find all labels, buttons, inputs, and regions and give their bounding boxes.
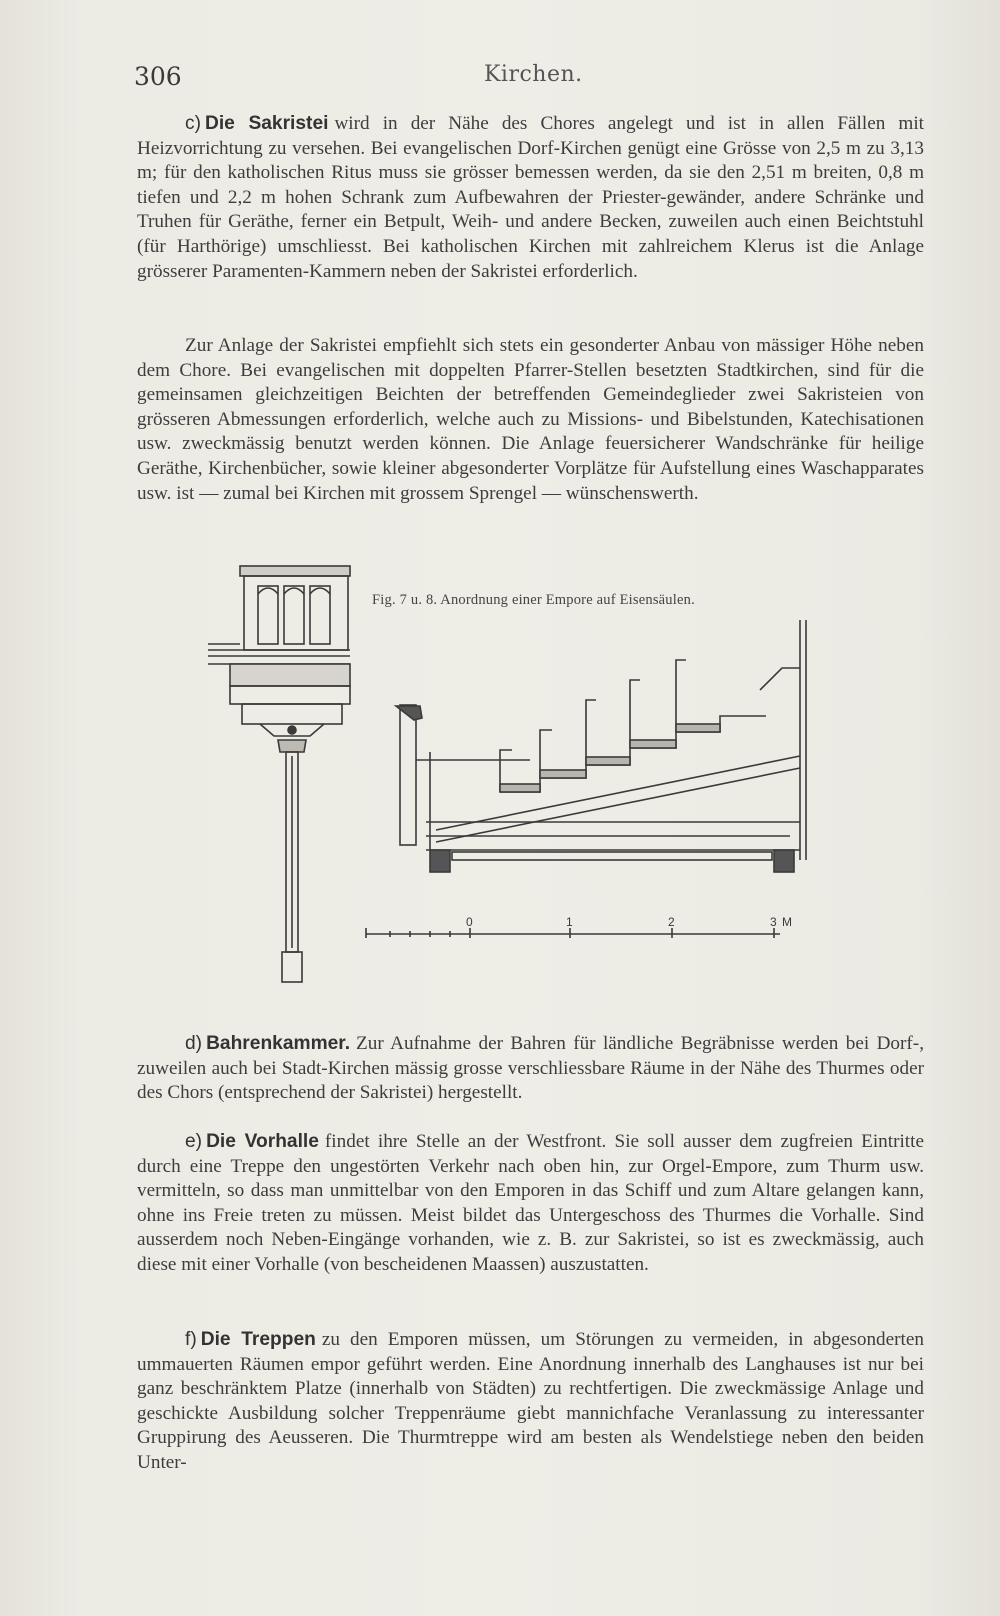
scale-tick-3: 3 xyxy=(770,915,777,929)
section-c-paragraph-1 xyxy=(137,112,924,284)
section-f-marker: f) xyxy=(185,1329,197,1350)
running-title: Kirchen. xyxy=(484,62,583,87)
page-number: 306 xyxy=(134,62,182,91)
scale-bar xyxy=(366,928,780,938)
scale-tick-2: 2 xyxy=(668,915,675,929)
fig8-section xyxy=(396,620,806,872)
section-e-text: findet ihre Stelle an der Westfront. Sie soll ausser dem zugfreien Eintritte durch eine Treppe den ungestörten Verkehr nach oben hin, zur Orgel-Empore, zum Thurm usw. vermitteln, so dass man unmittelbar von den Emporen in das Schiff und zum Altare gelangen kann, ohne ins Freie treten zu müssen. Meist bildet das Untergeschoss des Thurmes die Vorhalle. Sind ausserdem noch Neben-Eingänge vorhanden, wie z. B. zur Sakristei, so ist es zweckmässig, auch diese mit einer Vorhalle (von bescheidenen Maassen) auszustatten. xyxy=(137,1131,924,1275)
section-c-text-2: Zur Anlage der Sakristei empfiehlt sich stets ein gesonderter Anbau von mässiger Höhe neben dem Chore. Bei evangelischen mit doppelten Pfarrer-Stellen besetzten Stadtkirchen, sind für die gemeinsamen gleichzeitigen Beichten der betreffenden Gemeindeglieder zwei Sakristeien von grösseren Abmessungen erforderlich, welche auch zu Missions- und Bibelstunden, Katechisationen usw. zweckmässig benutzt werden können. Die Anlage feuersicherer Wandschränke für heilige Geräthe, Kirchenbücher, sowie kleiner abgesonderter Vorplätze für Aufstellung eines Waschapparates usw. ist — zumal bei Kirchen mit grossem Sprengel — wünschenswerth. xyxy=(137,335,924,504)
section-d-title: Bahrenkammer. xyxy=(206,1033,351,1054)
section-e-marker: e) xyxy=(185,1131,203,1152)
section-d-marker: d) xyxy=(185,1033,203,1054)
section-c-title: Die Sakristei xyxy=(204,113,329,134)
section-e-paragraph xyxy=(137,1130,924,1278)
section-c-paragraph-2 xyxy=(137,334,924,506)
page-header xyxy=(134,62,928,98)
section-f-text: zu den Emporen müssen, um Störungen zu vermeiden, in abgesonderten ummauerten Räumen empor geführt werden. Eine Anordnung innerhalb des Langhauses ist nur bei ganz beschränktem Platze (innerhalb von Städten) zu rechtfertigen. Die zweckmässige Anlage und geschickte Ausbildung solcher Treppenräume giebt mannichfache Veranlassung zu interessanter Gruppirung des Aeusseren. Die Thurmtreppe wird am besten als Wendelstiege neben den beiden Unter- xyxy=(137,1329,924,1473)
fig7-elevation xyxy=(208,566,350,982)
section-f-paragraph xyxy=(137,1328,924,1476)
section-d-text: Zur Aufnahme der Bahren für ländliche Begräbnisse werden bei Dorf-, zuweilen auch bei Stadt-Kirchen mässig grosse verschliessbare Räume in der Nähe des Thurmes oder des Chors (entsprechend der Sakristei) hergestellt. xyxy=(137,1033,924,1104)
section-c-marker: c) xyxy=(185,113,201,134)
empore-figure xyxy=(200,560,840,1020)
scale-unit: M xyxy=(782,915,792,929)
section-f-title: Die Treppen xyxy=(200,1329,316,1350)
section-e-title: Die Vorhalle xyxy=(206,1131,319,1152)
scale-tick-1: 1 xyxy=(566,915,573,929)
section-d-paragraph xyxy=(137,1032,924,1106)
empore-drawing xyxy=(200,560,840,1020)
section-c-text-1: wird in der Nähe des Chores angelegt und ist in allen Fällen mit Heizvorrichtung zu versehen. Bei evangelischen Dorf-Kirchen genügt eine Grösse von 2,5 m zu 3,13 m; für den katholischen Ritus muss sie grösser bemessen werden, da sie den 2,51 m breiten, 0,8 m tiefen und 2,2 m hohen Schrank zum Aufbewahren der Priester-gewänder, andere Schränke und Truhen für Geräthe, ferner ein Betpult, Weih- und andere Becken, zuweilen auch einen Beichtstuhl (für Harthörige) umschliesst. Bei katholischen Kirchen mit zahlreichem Klerus ist die Anlage grösserer Paramenten-Kammern neben der Sakristei erforderlich. xyxy=(137,113,924,282)
figure-caption: Fig. 7 u. 8. Anordnung einer Empore auf Eisensäulen. xyxy=(372,592,695,608)
scale-tick-0: 0 xyxy=(466,915,473,929)
